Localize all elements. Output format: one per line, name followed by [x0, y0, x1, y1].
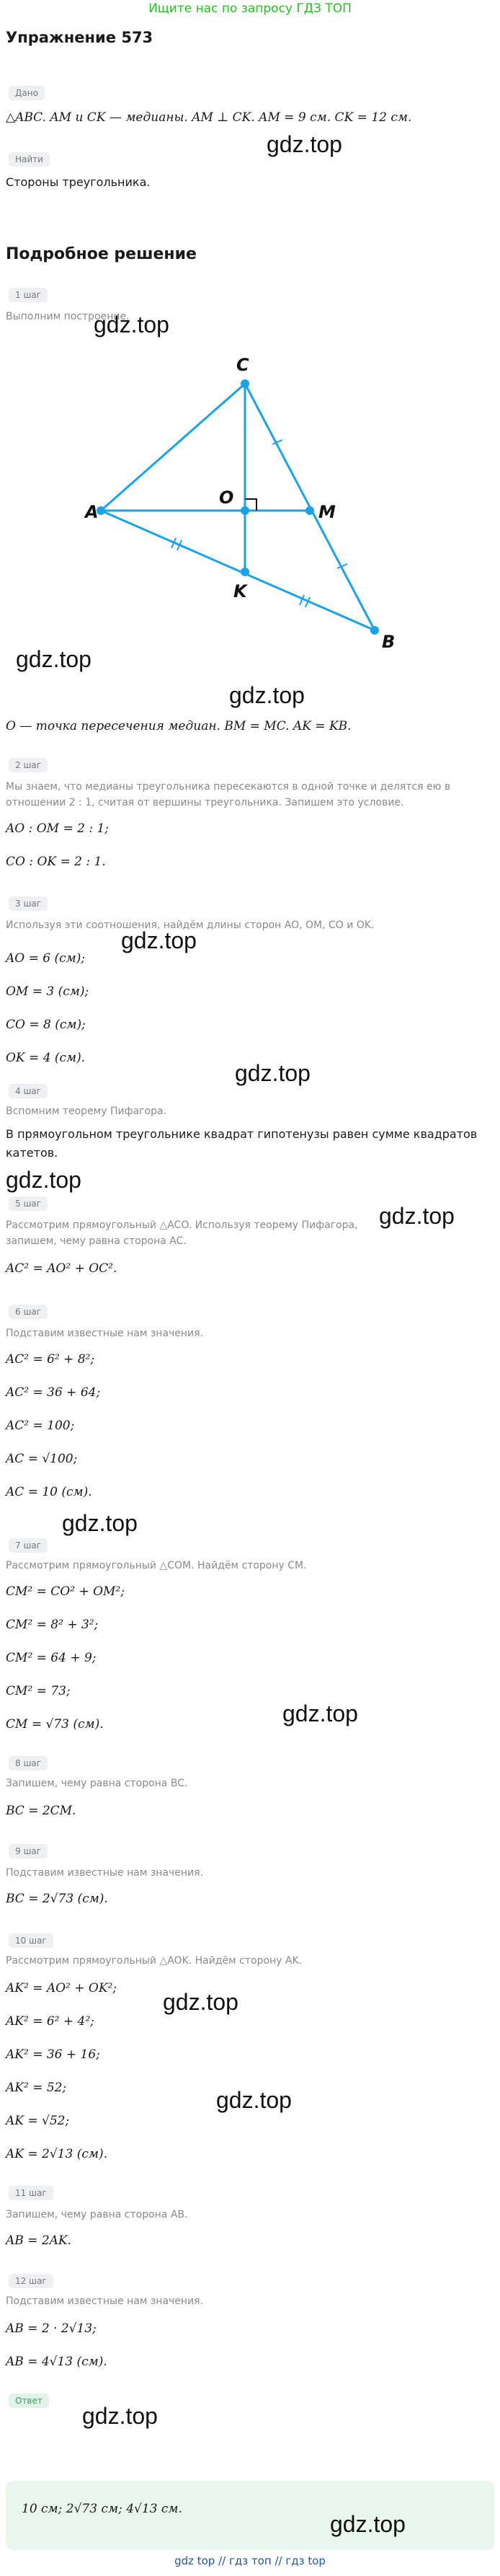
step-1-result: O — точка пересечения медиан. BM = MC. AK = KB. [6, 719, 352, 733]
math-line: AC² = 100; [6, 1419, 75, 1433]
point-k [241, 568, 249, 576]
step-tag: 11 шаг [9, 2185, 53, 2200]
theorem-text: В прямоугольном треугольнике квадрат гипотенузы равен сумме квадратов катетов. [6, 1127, 478, 1160]
label-m: M [318, 502, 336, 522]
math-line: AO : OM = 2 : 1; [6, 821, 110, 836]
math-line: AO = 6 (см); [6, 951, 86, 966]
watermark: gdz.top [379, 1203, 455, 1229]
math-line: AB = 2 · 2√13; [6, 2321, 97, 2336]
step-desc: Вспомним теорему Пифагора. [6, 1106, 166, 1117]
point-m [305, 506, 314, 515]
math-line: AB = 2AK. [6, 2233, 72, 2248]
watermark: gdz.top [163, 1989, 238, 2015]
step-tag: 6 шаг [9, 1304, 48, 1319]
watermark: gdz.top [330, 2511, 406, 2537]
given-tag: Дано [9, 85, 45, 100]
math-line: AC² = 36 + 64; [6, 1385, 101, 1400]
math-line: AC = 10 (см). [6, 1485, 92, 1499]
step-tag: 2 шаг [9, 757, 48, 772]
step-desc: Рассмотрим прямоугольный △ACO. Используя теорему Пифагора, запишем, чему равна сторона AC. [6, 1219, 358, 1247]
watermark: gdz.top [235, 1060, 311, 1086]
math-line: AK² = AO² + OK²; [6, 1981, 117, 1995]
watermark: gdz.top [62, 1510, 138, 1536]
step-tag: 10 шаг [9, 1933, 53, 1948]
math-line: AK = √52; [6, 2114, 70, 2128]
math-line: CM = √73 (см). [6, 1717, 104, 1732]
answer-text: 10 см; 2√73 см; 4√13 см. [22, 2502, 182, 2516]
point-c [241, 379, 249, 388]
math-line: AK² = 52; [6, 2081, 67, 2095]
math-line: CM² = CO² + OM²; [6, 1584, 125, 1599]
step-tag: 8 шаг [9, 1755, 48, 1770]
answer-tag: Ответ [9, 2393, 49, 2408]
step-tag: 3 шаг [9, 896, 48, 911]
math-line: CM² = 73; [6, 1684, 71, 1698]
step-desc: Запишем, чему равна сторона BC. [6, 1778, 188, 1789]
footer-links[interactable]: gdz top // гдз топ // гдз top [174, 2554, 326, 2567]
math-line: AC = √100; [6, 1452, 78, 1466]
watermark: gdz.top [282, 1701, 358, 1726]
math-line: AK² = 36 + 16; [6, 2047, 100, 2062]
step-tag: 5 шаг [9, 1196, 48, 1211]
math-line: OK = 4 (см). [6, 1051, 86, 1065]
math-line: CO : OK = 2 : 1. [6, 855, 106, 869]
point-b [370, 626, 379, 635]
math-line: CM² = 8² + 3²; [6, 1618, 99, 1632]
step-desc: Подставим известные нам значения. [6, 1867, 204, 1879]
step-desc: Рассмотрим прямоугольный △COM. Найдём сторону CM. [6, 1560, 307, 1571]
step-desc: Мы знаем, что медианы треугольника пересекаются в одной точке и делятся ею в отношении 2 : 1, считая от вершины треугольника. Запишем это условие. [6, 781, 451, 808]
watermark: gdz.top [216, 2087, 292, 2113]
watermark: gdz.top [16, 646, 91, 672]
step-desc: Подставим известные нам значения. [6, 2295, 204, 2307]
watermark: gdz.top [267, 131, 342, 157]
solution-heading: Подробное решение [6, 245, 197, 263]
find-text: Стороны треугольника. [6, 175, 151, 189]
step-desc: Выполним построение. [6, 311, 130, 322]
math-line: CM² = 64 + 9; [6, 1651, 97, 1665]
top-banner[interactable]: Ищите нас по запросу ГДЗ ТОП [148, 1, 352, 16]
step-desc: Запишем, чему равна сторона AB. [6, 2209, 188, 2220]
math-line: AC² = 6² + 8²; [6, 1352, 95, 1367]
math-line: CO = 8 (см); [6, 1018, 86, 1032]
watermark: gdz.top [229, 682, 305, 708]
step-tag: 7 шаг [9, 1538, 48, 1553]
step-desc: Рассмотрим прямоугольный △AOK. Найдём сторону AK. [6, 1955, 303, 1967]
side-ab [101, 511, 375, 630]
watermark: gdz.top [94, 312, 169, 338]
step-tag: 4 шаг [9, 1083, 48, 1098]
watermark: gdz.top [121, 927, 197, 953]
find-tag: Найти [9, 151, 50, 167]
label-o: O [219, 488, 234, 508]
step-tag: 1 шаг [9, 287, 48, 302]
label-a: A [85, 502, 99, 522]
math-line: BC = 2√73 (см). [6, 1892, 108, 1906]
page-title: Упражнение 573 [6, 29, 153, 46]
math-line: BC = 2CM. [6, 1804, 76, 1818]
math-line: AB = 4√13 (см). [6, 2355, 107, 2369]
triangle-diagram [0, 339, 500, 678]
label-c: C [236, 355, 249, 375]
math-line: AK² = 6² + 4²; [6, 2014, 94, 2029]
point-o [241, 506, 249, 515]
math-line: OM = 3 (см); [6, 984, 89, 999]
label-k: K [233, 581, 247, 601]
label-b: B [382, 632, 396, 652]
math-line: AK = 2√13 (см). [6, 2147, 107, 2161]
step-desc: Используя эти соотношения, найдём длины сторон AO, OM, CO и OK. [6, 919, 375, 931]
step-tag: 9 шаг [9, 1843, 48, 1858]
step-desc: Подставим известные нам значения. [6, 1328, 204, 1339]
step-tag: 12 шаг [9, 2273, 53, 2288]
given-text: △ABC. AM и CK — медианы. AM ⊥ CK. AM = 9 см. CK = 12 см. [6, 110, 412, 125]
watermark: gdz.top [82, 2403, 158, 2429]
watermark: gdz.top [6, 1167, 81, 1193]
math-line: AC² = AO² + OC². [6, 1261, 117, 1276]
